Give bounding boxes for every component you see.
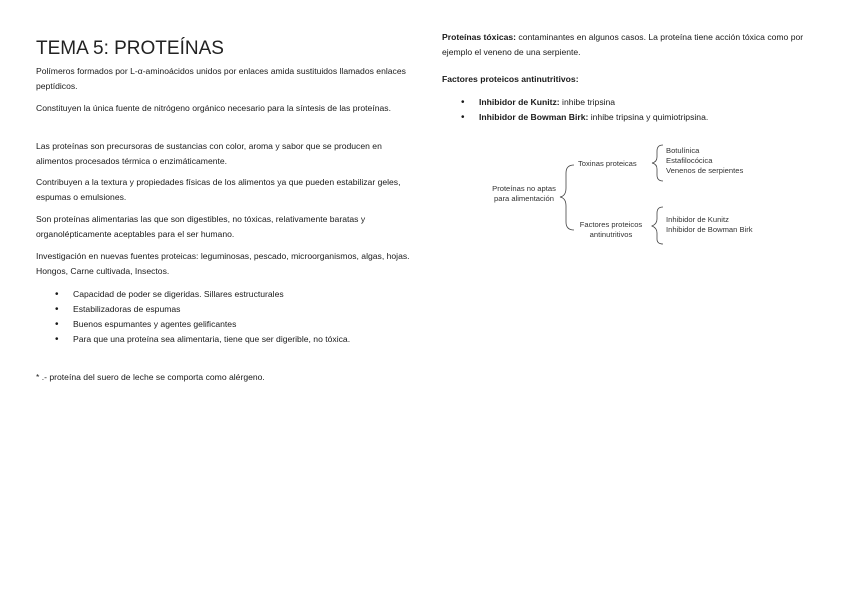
paragraph: Constituyen la única fuente de nitrógeno orgánico necesario para la síntesis de las proteínas. bbox=[36, 103, 391, 113]
diagram-toxinas: Toxinas proteicas bbox=[578, 159, 637, 168]
diagram-root-line: para alimentación bbox=[494, 194, 554, 203]
inhibitor-name: Inhibidor de Kunitz: bbox=[479, 97, 560, 107]
toxic-text: contaminantes en algunos casos. La proteína tiene acción tóxica como por ejemplo el veneno de una serpiente. bbox=[442, 32, 804, 57]
diagram-factores-line: Factores proteicos bbox=[579, 220, 643, 229]
footnote: * .- proteína del suero de leche se comporta como alérgeno. bbox=[36, 372, 265, 382]
list-item bbox=[442, 110, 708, 125]
list-item: • Estabilizadoras de espumas bbox=[36, 302, 350, 317]
diagram-item: Estafilocócica bbox=[666, 156, 713, 165]
bullet-list bbox=[36, 287, 350, 347]
list-item: • Buenos espumantes y agentes gelificantes bbox=[36, 317, 350, 332]
diagram-toxinas-items bbox=[666, 146, 743, 176]
diagram-item: Inhibidor de Kunitz bbox=[666, 215, 729, 224]
paragraph: Las proteínas son precursoras de sustancias con color, aroma y sabor que se producen en alimentos procesados térmica o enzimáticamente. bbox=[36, 141, 382, 166]
diagram-item: Venenos de serpientes bbox=[666, 166, 744, 175]
diagram-root bbox=[488, 184, 560, 204]
inhibitor-list bbox=[442, 95, 708, 125]
diagram-item: Botulínica bbox=[666, 146, 700, 155]
paragraph: Investigación en nuevas fuentes proteicas: leguminosas, pescado, microorganismos, algas, hojas. Hongos, Carne cultivada, Insectos. bbox=[36, 251, 410, 276]
diagram-factores-line: antinutritivos bbox=[589, 230, 633, 239]
toxic-proteins-paragraph bbox=[442, 30, 822, 60]
diagram-factores-items bbox=[666, 215, 753, 235]
classification-diagram bbox=[480, 140, 780, 250]
paragraph: Contribuyen a la textura y propiedades físicas de los alimentos ya que pueden estabilizar geles, espumas o emulsiones. bbox=[36, 177, 401, 202]
page-title: TEMA 5: PROTEÍNAS bbox=[36, 38, 224, 59]
list-item: • Capacidad de poder se digeridas. Sillares estructurales bbox=[36, 287, 350, 302]
list-item bbox=[442, 95, 708, 110]
factors-heading: Factores proteicos antinutritivos: bbox=[442, 74, 579, 84]
toxic-label: Proteínas tóxicas: bbox=[442, 32, 517, 42]
paragraph: Polímeros formados por L-α-aminoácidos unidos por enlaces amida sustituidos llamados enlaces peptídicos. bbox=[36, 66, 406, 91]
list-item: • Para que una proteína sea alimentaria, tiene que ser digerible, no tóxica. bbox=[36, 332, 350, 347]
inhibitor-name: Inhibidor de Bowman Birk: bbox=[479, 112, 589, 122]
diagram-factores bbox=[576, 220, 646, 240]
inhibitor-text: inhibe tripsina bbox=[559, 97, 616, 107]
inhibitor-text: inhibe tripsina y quimiotripsina. bbox=[588, 112, 709, 122]
diagram-root-line: Proteínas no aptas bbox=[492, 184, 556, 193]
paragraph: Son proteínas alimentarias las que son digestibles, no tóxicas, relativamente baratas y organolépticamente aceptables para el ser humano. bbox=[36, 214, 366, 239]
diagram-item: Inhibidor de Bowman Birk bbox=[666, 225, 753, 234]
